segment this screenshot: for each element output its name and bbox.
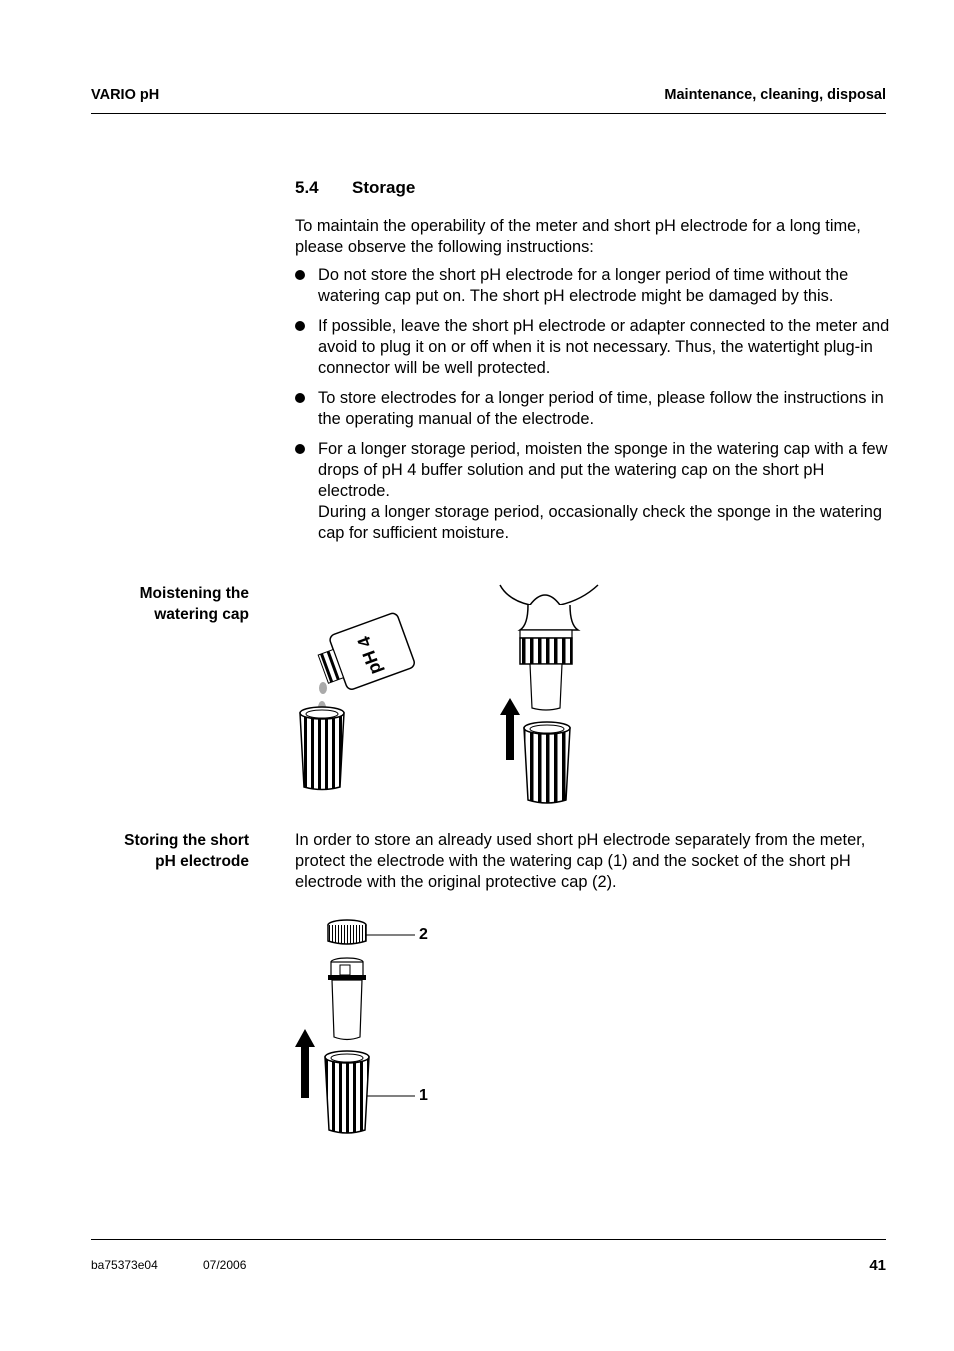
bullet-icon bbox=[295, 393, 305, 403]
side-label-line: Storing the short bbox=[124, 832, 249, 849]
list-item-text: To store electrodes for a longer period of time, please follow the instructions in the operating manual of the electrode. bbox=[318, 389, 884, 428]
arrow-up-icon bbox=[295, 1029, 315, 1098]
list-item-extra-text: During a longer storage period, occasionally check the sponge in the watering cap for sufficient moisture. bbox=[318, 503, 882, 542]
footer-rule bbox=[91, 1239, 886, 1240]
electrode-cap-illustration bbox=[490, 580, 610, 805]
section-number: 5.4 bbox=[295, 178, 319, 197]
storage-caps-illustration bbox=[290, 915, 430, 1140]
svg-text:pH 4: pH 4 bbox=[353, 633, 386, 678]
callout-2: 2 bbox=[419, 926, 428, 943]
footer-doc-id: ba75373e04 bbox=[91, 1258, 158, 1272]
pour-buffer-illustration bbox=[290, 605, 430, 795]
list-item-text: Do not store the short pH electrode for a longer period of time without the watering cap put on. The short pH electrode might be damaged by this. bbox=[318, 266, 849, 305]
intro-paragraph: To maintain the operability of the meter and short pH electrode for a long time, please observe the following instructions: bbox=[295, 217, 861, 256]
list-item bbox=[295, 439, 890, 544]
side-label-line: Moistening the bbox=[139, 585, 249, 602]
footer-date: 07/2006 bbox=[203, 1258, 247, 1272]
bottle-icon bbox=[313, 612, 416, 697]
arrow-up-icon bbox=[500, 698, 520, 760]
header-chapter-title: Maintenance, cleaning, disposal bbox=[664, 87, 886, 103]
list-item-text: For a longer storage period, moisten the sponge in the watering cap with a few drops of pH 4 buffer solution and put the watering cap on the short pH electrode. bbox=[318, 440, 888, 500]
page-number: 41 bbox=[869, 1257, 886, 1274]
instruction-list bbox=[295, 265, 890, 553]
storing-side-label bbox=[124, 830, 249, 872]
header-rule bbox=[91, 113, 886, 114]
bullet-icon bbox=[295, 270, 305, 280]
header-product-name: VARIO pH bbox=[91, 87, 160, 103]
list-item bbox=[295, 388, 890, 430]
list-item bbox=[295, 265, 890, 307]
bullet-icon bbox=[295, 444, 305, 454]
bullet-icon bbox=[295, 321, 305, 331]
list-item bbox=[295, 316, 890, 379]
side-label-line: watering cap bbox=[154, 606, 249, 623]
list-item-text: If possible, leave the short pH electrode or adapter connected to the meter and avoid to plug it on or off when it is not necessary. Thus, the watertight plug-in connector will be well protected. bbox=[318, 317, 890, 377]
callout-1: 1 bbox=[419, 1087, 428, 1104]
moistening-side-label bbox=[140, 583, 249, 625]
section-title: Storage bbox=[352, 178, 416, 197]
storing-paragraph: In order to store an already used short pH electrode separately from the meter, protect the electrode with the watering cap (1) and the socket of the short pH electrode with the original protective cap (2). bbox=[295, 831, 866, 891]
side-label-line: pH electrode bbox=[155, 853, 249, 870]
